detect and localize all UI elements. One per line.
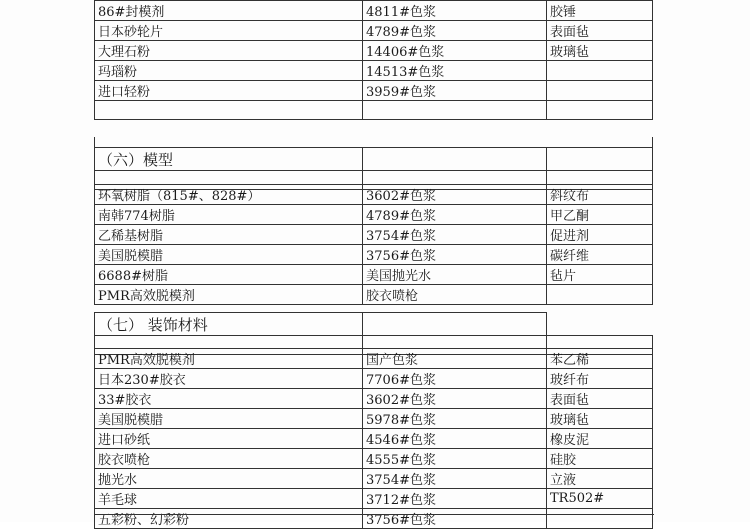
- table-cell: 玻璃毡: [547, 41, 653, 61]
- table-cell: [95, 101, 363, 120]
- table-cell: 玻纤布: [547, 369, 653, 389]
- table-row: [95, 1, 653, 21]
- table-cell: 4546#色浆: [363, 429, 547, 449]
- table-cell: 表面毡: [547, 389, 653, 409]
- table-cell: 胶衣喷枪: [363, 285, 547, 305]
- table-row: [95, 429, 653, 449]
- table-row: [95, 205, 653, 225]
- table-cell: 86#封模剂: [95, 1, 363, 21]
- table-cell: 3602#色浆: [363, 185, 547, 205]
- table-row: [95, 469, 653, 489]
- materials-table-1: [94, 0, 653, 120]
- table-cell: 3754#色浆: [363, 225, 547, 245]
- table-cell: 表面毡: [547, 21, 653, 41]
- section-6-header-table: [94, 137, 653, 190]
- table-cell: 美国脱模腊: [95, 409, 363, 429]
- table-cell: 3602#色浆: [363, 389, 547, 409]
- table-cell: 五彩粉、幻彩粉: [95, 509, 363, 529]
- table-cell: 3756#色浆: [363, 509, 547, 529]
- table-cell: 玛瑙粉: [95, 61, 363, 81]
- table-cell: 3756#色浆: [363, 245, 547, 265]
- table-cell: 日本230#胶衣: [95, 369, 363, 389]
- table-cell: 7706#色浆: [363, 369, 547, 389]
- table-row: [95, 61, 653, 81]
- table-cell: 3959#色浆: [363, 81, 547, 101]
- table-cell: 美国抛光水: [363, 265, 547, 285]
- materials-table-6: [94, 184, 653, 305]
- table-cell: 毡片: [547, 265, 653, 285]
- table-cell: 进口轻粉: [95, 81, 363, 101]
- table-cell: 羊毛球: [95, 489, 363, 509]
- table-cell: 日本砂轮片: [95, 21, 363, 41]
- table-cell: 14513#色浆: [363, 61, 547, 81]
- table-cell: 14406#色浆: [363, 41, 547, 61]
- table-cell: 4811#色浆: [363, 1, 547, 21]
- table-cell: 立液: [547, 469, 653, 489]
- section-6-title: （六）模型: [95, 148, 363, 171]
- table-cell: PMR高效脱模剂: [95, 349, 363, 369]
- table-row: [95, 285, 653, 305]
- table-row: [95, 409, 653, 429]
- table-row: [95, 349, 653, 369]
- table-cell: 硅胶: [547, 449, 653, 469]
- table-cell: 进口砂纸: [95, 429, 363, 449]
- table-cell: 碳纤维: [547, 245, 653, 265]
- table-cell: 6688#树脂: [95, 265, 363, 285]
- table-cell: 美国脱模腊: [95, 245, 363, 265]
- table-cell: [363, 101, 547, 120]
- table-row: [95, 369, 653, 389]
- table-cell: 大理石粉: [95, 41, 363, 61]
- table-cell: 3754#色浆: [363, 469, 547, 489]
- table-cell: 促进剂: [547, 225, 653, 245]
- table-row: [95, 185, 653, 205]
- table-row: [95, 21, 653, 41]
- table-cell: 玻璃毡: [547, 409, 653, 429]
- table-cell: 胶锤: [547, 1, 653, 21]
- table-cell: 苯乙稀: [547, 349, 653, 369]
- table-row: [95, 389, 653, 409]
- table-row: [95, 41, 653, 61]
- table-cell: 南韩774树脂: [95, 205, 363, 225]
- table-cell: 橡皮泥: [547, 429, 653, 449]
- table-cell: [547, 61, 653, 81]
- table-cell: 3712#色浆: [363, 489, 547, 509]
- table-cell: TR502#: [547, 489, 653, 509]
- table-cell: 乙稀基树脂: [95, 225, 363, 245]
- table-row: [95, 225, 653, 245]
- table-cell: 5978#色浆: [363, 409, 547, 429]
- table-cell: [547, 285, 653, 305]
- table-cell: 4789#色浆: [363, 205, 547, 225]
- table-cell: 4789#色浆: [363, 21, 547, 41]
- table-row: [95, 265, 653, 285]
- table-row: [95, 81, 653, 101]
- table-row: [95, 101, 653, 120]
- table-cell: 抛光水: [95, 469, 363, 489]
- table-cell: [547, 81, 653, 101]
- table-cell: [547, 101, 653, 120]
- table-row: [95, 489, 653, 509]
- table-cell: 环氧树脂（815#、828#）: [95, 185, 363, 205]
- table-cell: 国产色浆: [363, 349, 547, 369]
- table-cell: 4555#色浆: [363, 449, 547, 469]
- table-cell: PMR高效脱模剂: [95, 285, 363, 305]
- table-row: [95, 245, 653, 265]
- materials-table-7: [94, 348, 653, 529]
- table-row: [95, 449, 653, 469]
- table-cell: 胶衣喷枪: [95, 449, 363, 469]
- table-cell: 斜纹布: [547, 185, 653, 205]
- section-7-title: （七） 装饰材料: [95, 313, 363, 336]
- table-cell: 33#胶衣: [95, 389, 363, 409]
- table-cell: 甲乙酮: [547, 205, 653, 225]
